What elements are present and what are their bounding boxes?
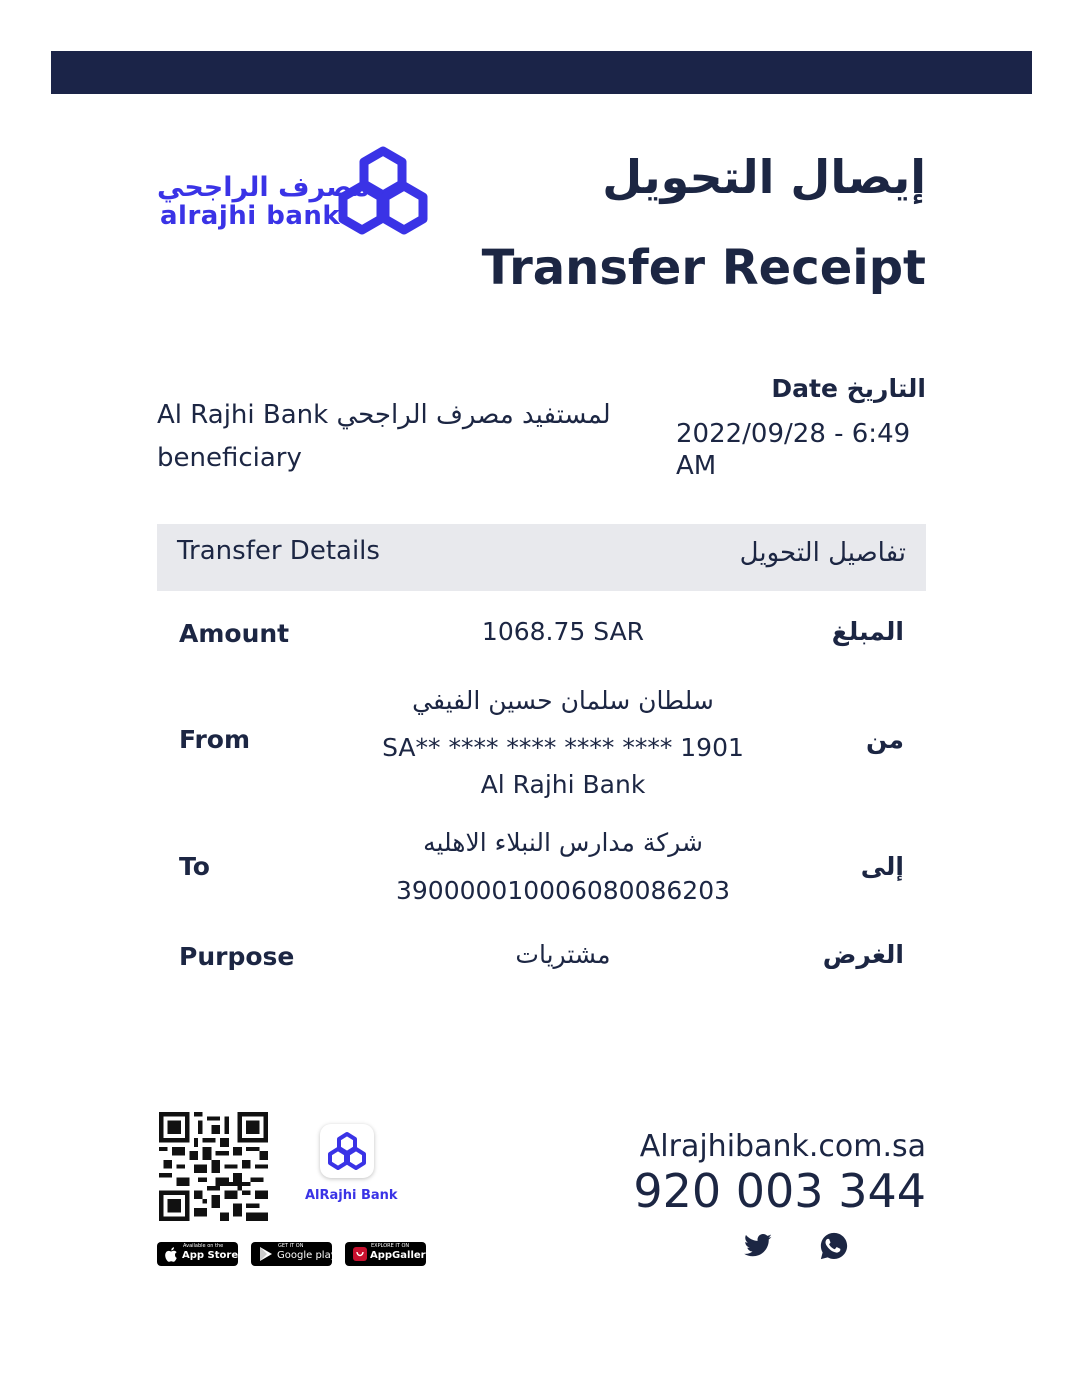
google-play-badge[interactable] — [251, 1242, 337, 1266]
appgallery-badge[interactable] — [345, 1242, 433, 1266]
title-arabic: إيصال التحويل — [602, 150, 926, 204]
amount-value: 1068.75 SAR — [481, 617, 645, 646]
brand-name-arabic: مصرف الراجحي — [157, 172, 370, 203]
appgallery-label: AppGallery — [370, 1250, 433, 1261]
title-english: Transfer Receipt — [481, 240, 926, 296]
purpose-label-en: Purpose — [179, 942, 295, 971]
date-label-ar: التاريخ — [846, 374, 926, 403]
amount-label-en: Amount — [179, 619, 290, 648]
huawei-icon — [352, 1246, 368, 1262]
from-label-en: From — [179, 725, 251, 754]
purpose-value: مشتريات — [515, 940, 611, 969]
beneficiary-text — [157, 394, 627, 480]
google-play-small-text: GET IT ON — [278, 1243, 304, 1249]
google-play-icon — [258, 1246, 274, 1262]
transfer-details-header — [157, 524, 926, 591]
to-account: 3900000100060800862​03 — [395, 876, 731, 905]
date-value: 2022/09/28 - 6:49 AM — [676, 419, 911, 481]
purpose-label-ar: الغرض — [822, 940, 904, 969]
top-banner — [51, 51, 1032, 94]
beneficiary-word: beneficiary — [157, 443, 302, 473]
website-link[interactable]: Alrajhibank.com.sa — [639, 1129, 926, 1164]
twitter-icon[interactable] — [743, 1231, 773, 1261]
phone-number[interactable]: 920 003 344 — [633, 1164, 926, 1218]
from-bank: Al Rajhi Bank — [480, 770, 646, 799]
date-label-en: Date — [771, 374, 838, 403]
qr-code[interactable] — [159, 1112, 268, 1221]
alrajhi-app-logo-icon — [320, 1124, 374, 1178]
app-name-label: AlRajhi Bank — [305, 1188, 398, 1203]
details-header-en: Transfer Details — [177, 536, 380, 566]
to-name: شركة مدارس النبلاء الاهليه — [423, 828, 703, 857]
brand-name-english: alrajhi bank — [160, 201, 341, 231]
app-store-small-text: Available on the — [183, 1243, 224, 1249]
to-label-en: To — [179, 852, 210, 881]
to-label-ar: إلى — [860, 852, 904, 881]
from-account: SA** **** **** **** **** 1901 — [382, 733, 744, 762]
appgallery-small-text: EXPLORE IT ON — [371, 1243, 410, 1249]
from-name: سلطان سلمان حسين الفيفي — [412, 686, 714, 715]
amount-label-ar: المبلغ — [831, 617, 904, 646]
details-header-ar: تفاصيل التحويل — [739, 538, 906, 568]
date-label — [771, 374, 926, 403]
app-store-label: App Store — [182, 1250, 239, 1261]
beneficiary-bank: Al Rajhi Bank — [157, 400, 329, 430]
from-label-ar: من — [866, 725, 904, 754]
app-store-badge[interactable] — [157, 1242, 238, 1266]
app-icon[interactable] — [320, 1124, 374, 1178]
whatsapp-icon[interactable] — [819, 1231, 849, 1261]
apple-icon — [164, 1246, 180, 1262]
google-play-label: Google play — [277, 1250, 337, 1261]
alrajhi-logo-icon — [331, 146, 435, 246]
beneficiary-arabic: لمستفيد مصرف الراجحي — [336, 400, 611, 430]
